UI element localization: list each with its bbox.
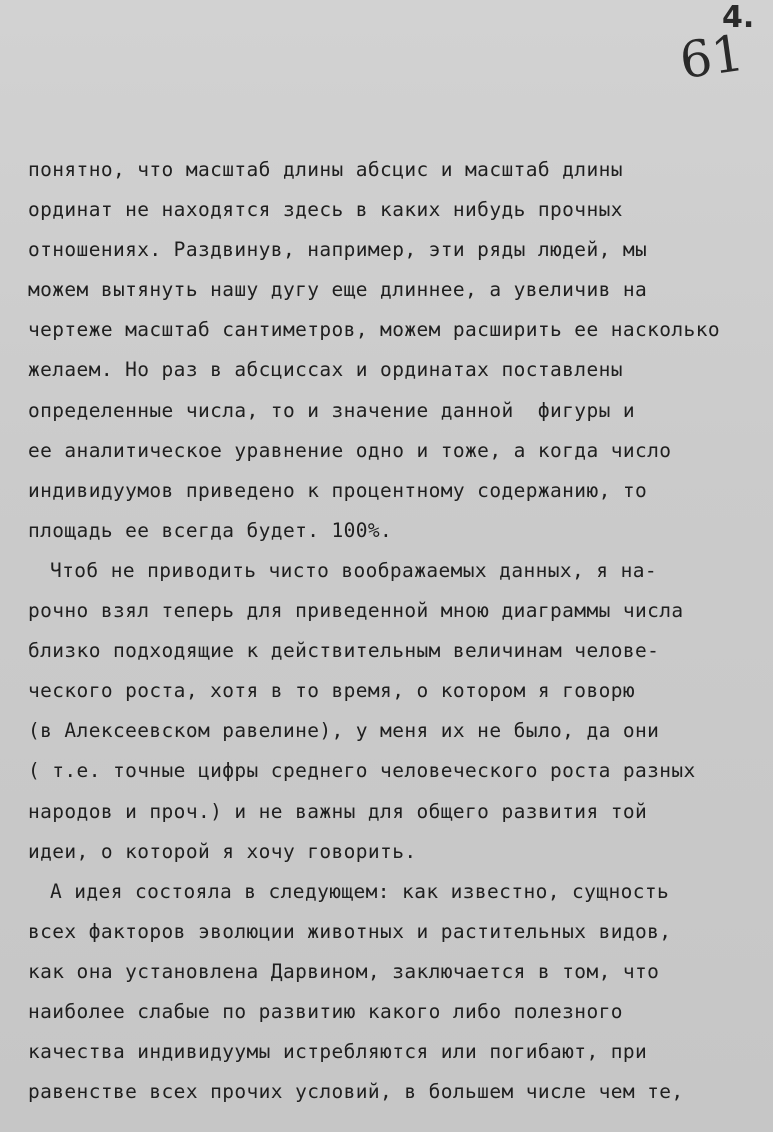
text-line: отношениях. Раздвинув, например, эти ряды людей, мы [28, 238, 648, 262]
text-line: индивидуумов приведено к процентному содержанию, то [28, 478, 648, 502]
text-line: наиболее слабые по развитию какого либо полезного [28, 999, 623, 1023]
typewritten-text-body [0, 150, 773, 1112]
text-line: можем вытянуть нашу дугу еще длиннее, а увеличив на [28, 278, 648, 302]
text-line: качества индивидуумы истребляются или погибают, при [28, 1040, 648, 1064]
text-line: идеи, о которой я хочу говорить. [28, 839, 417, 863]
text-line: народов и проч.) и не важны для общего развития той [28, 799, 648, 823]
text-line: (в Алексеевском равелине), у меня их не было, да они [28, 719, 660, 743]
text-line: рочно взял теперь для приведенной мною диаграммы числа [28, 599, 684, 623]
text-line: Чтоб не приводить чисто воображаемых данных, я на- [50, 558, 657, 582]
text-line: определенные числа, то и значение данной фигуры и [28, 398, 635, 422]
page-number: 4. [722, 0, 755, 35]
text-line: ординат не находятся здесь в каких нибудь прочных [28, 198, 623, 222]
text-line: желаем. Но раз в абсциссах и ординатах поставлены [28, 358, 623, 382]
text-line: ее аналитическое уравнение одно и тоже, а когда число [28, 438, 672, 462]
text-line: чертеже масштаб сантиметров, можем расширить ее насколько [28, 318, 720, 342]
text-line: А идея состояла в следующем: как известно, сущность [50, 879, 670, 903]
text-line: понятно, что масштаб длины абсцис и масштаб длины [28, 158, 623, 181]
text-line: как она установлена Дарвином, заключается в том, что [28, 959, 660, 983]
handwritten-folio-number: 61 [676, 23, 748, 91]
text-line: близко подходящие к действительным величинам челове- [28, 639, 660, 663]
text-line: ( т.е. точные цифры среднего человеческого роста разных [28, 759, 696, 783]
text-line: равенстве всех прочих условий, в большем числе чем те, [28, 1080, 684, 1104]
text-line: ческого роста, хотя в то время, о котором я говорю [28, 679, 635, 703]
text-line: всех факторов эволюции животных и растительных видов, [28, 919, 672, 943]
text-line: площадь ее всегда будет. 100%. [28, 518, 393, 542]
